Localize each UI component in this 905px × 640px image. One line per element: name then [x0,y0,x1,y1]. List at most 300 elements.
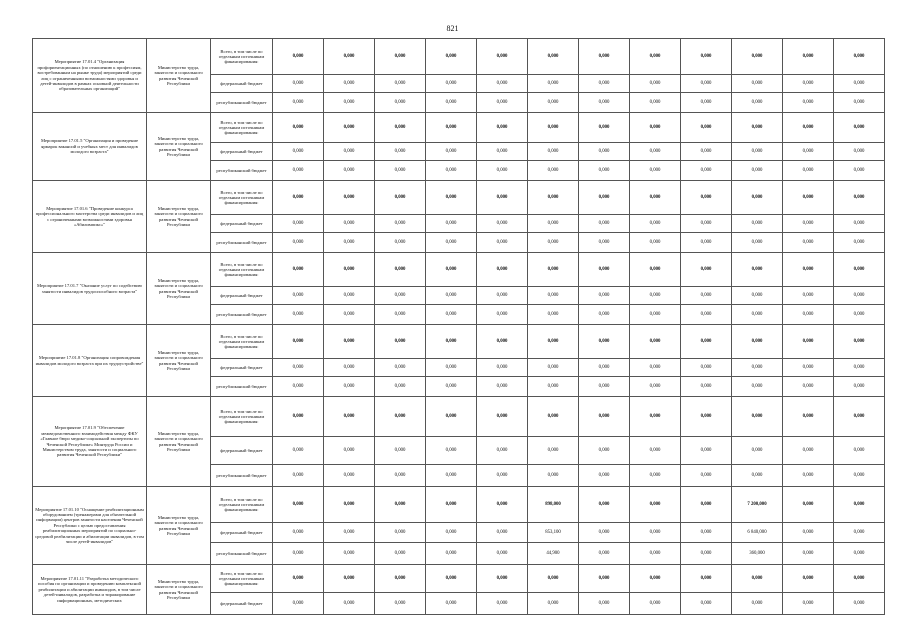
amount-cell: 0,000 [630,523,681,543]
amount-cell: 0,000 [579,397,630,437]
amount-cell: 0,000 [783,253,834,287]
page-number: 821 [446,24,459,33]
amount-cell: 0,000 [630,543,681,565]
amount-cell: 0,000 [732,181,783,215]
amount-cell: 0,000 [834,523,885,543]
amount-cell: 0,000 [324,465,375,487]
amount-cell: 0,000 [375,565,426,593]
amount-cell: 0,000 [681,113,732,143]
amount-cell: 0,000 [579,487,630,523]
funding-source: Всего, в том числе по отдельным источникам финансирования: [211,181,273,215]
amount-cell: 0,000 [783,593,834,615]
amount-cell: 0,000 [375,75,426,93]
amount-cell: 0,000 [528,437,579,465]
amount-cell: 0,000 [834,233,885,253]
amount-cell: 0,000 [630,181,681,215]
amount-cell: 0,000 [834,287,885,305]
amount-cell: 0,000 [426,161,477,181]
amount-cell: 0,000 [732,305,783,325]
amount-cell: 0,000 [375,437,426,465]
amount-cell: 0,000 [528,359,579,377]
amount-cell: 0,000 [579,39,630,75]
amount-cell: 0,000 [579,253,630,287]
amount-cell: 44,900 [528,543,579,565]
amount-cell: 0,000 [834,253,885,287]
amount-cell: 0,000 [630,75,681,93]
amount-cell: 0,000 [681,93,732,113]
amount-cell: 0,000 [681,397,732,437]
funding-source: федеральный бюджет [211,143,273,161]
responsible-organization: Министерство труда, занятости и социального развития Чеченской Республики [147,487,211,565]
amount-cell: 0,000 [579,325,630,359]
amount-cell: 0,000 [375,287,426,305]
amount-cell: 0,000 [273,253,324,287]
amount-cell: 0,000 [375,487,426,523]
amount-cell: 0,000 [273,325,324,359]
amount-cell: 0,000 [732,75,783,93]
amount-cell: 0,000 [375,593,426,615]
amount-cell: 0,000 [375,325,426,359]
amount-cell: 0,000 [681,325,732,359]
amount-cell: 0,000 [579,523,630,543]
amount-cell: 0,000 [681,593,732,615]
amount-cell: 0,000 [324,593,375,615]
amount-cell: 0,000 [681,543,732,565]
amount-cell: 0,000 [426,487,477,523]
amount-cell: 0,000 [834,325,885,359]
amount-cell: 0,000 [681,161,732,181]
amount-cell: 0,000 [732,397,783,437]
amount-cell: 0,000 [528,253,579,287]
funding-source: федеральный бюджет [211,75,273,93]
amount-cell: 0,000 [681,39,732,75]
amount-cell: 0,000 [273,565,324,593]
table-row-total [33,487,885,523]
amount-cell: 0,000 [528,565,579,593]
amount-cell: 0,000 [324,377,375,397]
responsible-organization: Министерство труда, занятости и социального развития Чеченской Республики [147,397,211,487]
amount-cell: 0,000 [375,161,426,181]
amount-cell: 0,000 [783,233,834,253]
amount-cell: 0,000 [783,161,834,181]
amount-cell: 0,000 [834,181,885,215]
amount-cell: 0,000 [426,39,477,75]
amount-cell: 0,000 [732,233,783,253]
amount-cell: 0,000 [528,93,579,113]
amount-cell: 0,000 [681,287,732,305]
amount-cell: 0,000 [579,377,630,397]
amount-cell: 0,000 [477,437,528,465]
amount-cell: 0,000 [375,397,426,437]
amount-cell: 0,000 [426,377,477,397]
funding-source: федеральный бюджет [211,287,273,305]
table-row-total [33,325,885,359]
amount-cell: 0,000 [477,253,528,287]
amount-cell: 0,000 [426,181,477,215]
amount-cell: 0,000 [375,39,426,75]
amount-cell: 0,000 [630,143,681,161]
amount-cell: 0,000 [375,543,426,565]
responsible-organization: Министерство труда, занятости и социального развития Чеченской Республики [147,565,211,615]
amount-cell: 0,000 [528,39,579,75]
amount-cell: 0,000 [273,359,324,377]
amount-cell: 0,000 [477,305,528,325]
funding-source: республиканский бюджет [211,377,273,397]
amount-cell: 0,000 [681,377,732,397]
amount-cell: 0,000 [630,39,681,75]
funding-source: федеральный бюджет [211,215,273,233]
amount-cell: 0,000 [324,325,375,359]
amount-cell: 360,000 [732,543,783,565]
table-row-total [33,253,885,287]
amount-cell: 0,000 [375,93,426,113]
amount-cell: 0,000 [426,325,477,359]
amount-cell: 0,000 [783,523,834,543]
amount-cell: 0,000 [630,161,681,181]
amount-cell: 0,000 [681,233,732,253]
amount-cell: 0,000 [783,181,834,215]
responsible-organization: Министерство труда, занятости и социального развития Чеченской Республики [147,325,211,397]
responsible-organization: Министерство труда, занятости и социального развития Чеченской Республики [147,253,211,325]
responsible-organization: Министерство труда, занятости и социального развития Чеченской Республики [147,113,211,181]
activity-name: Мероприятие 17.01.7 "Оказание услуг по содействию занятости инвалидов трудоспособного возраста" [33,253,147,325]
amount-cell: 0,000 [630,325,681,359]
responsible-organization: Министерство труда, занятости и социального развития Чеченской Республики [147,39,211,113]
amount-cell: 0,000 [579,113,630,143]
funding-source: Всего, в том числе по отдельным источникам финансирования: [211,325,273,359]
amount-cell: 0,000 [732,113,783,143]
table-row-total [33,113,885,143]
amount-cell: 0,000 [681,565,732,593]
amount-cell: 0,000 [477,397,528,437]
amount-cell: 0,000 [273,39,324,75]
amount-cell: 0,000 [681,359,732,377]
amount-cell: 0,000 [630,215,681,233]
amount-cell: 0,000 [630,287,681,305]
amount-cell: 0,000 [324,523,375,543]
funding-source: федеральный бюджет [211,523,273,543]
amount-cell: 0,000 [426,305,477,325]
amount-cell: 0,000 [681,215,732,233]
amount-cell: 0,000 [477,593,528,615]
amount-cell: 0,000 [273,305,324,325]
amount-cell: 0,000 [834,487,885,523]
amount-cell: 0,000 [324,487,375,523]
amount-cell: 0,000 [375,253,426,287]
amount-cell: 0,000 [528,593,579,615]
amount-cell: 0,000 [834,161,885,181]
amount-cell: 0,000 [681,487,732,523]
amount-cell: 0,000 [273,113,324,143]
amount-cell: 0,000 [630,93,681,113]
amount-cell: 0,000 [273,93,324,113]
amount-cell: 0,000 [477,325,528,359]
amount-cell: 0,000 [834,565,885,593]
amount-cell: 0,000 [630,487,681,523]
amount-cell: 0,000 [273,181,324,215]
amount-cell: 0,000 [477,287,528,305]
amount-cell: 0,000 [324,233,375,253]
amount-cell: 0,000 [783,325,834,359]
amount-cell: 0,000 [273,143,324,161]
amount-cell: 0,000 [273,487,324,523]
amount-cell: 0,000 [324,143,375,161]
amount-cell: 0,000 [579,287,630,305]
amount-cell: 0,000 [477,143,528,161]
amount-cell: 0,000 [732,359,783,377]
amount-cell: 0,000 [273,75,324,93]
amount-cell: 0,000 [783,113,834,143]
amount-cell: 0,000 [783,359,834,377]
amount-cell: 0,000 [273,215,324,233]
amount-cell: 0,000 [477,181,528,215]
funding-source: республиканский бюджет [211,543,273,565]
amount-cell: 0,000 [783,305,834,325]
amount-cell: 0,000 [732,253,783,287]
amount-cell: 0,000 [477,377,528,397]
activity-name: Мероприятие 17.01.11 "Разработка методического пособия по организации и проведению комплексной реабилитации и абилитации инвалидов, в том числе детей-инвалидов, разработка и тиражирование информационных, методических [33,565,147,615]
amount-cell: 0,000 [579,543,630,565]
amount-cell: 0,000 [528,465,579,487]
amount-cell: 0,000 [783,287,834,305]
amount-cell: 0,000 [426,287,477,305]
funding-source: федеральный бюджет [211,359,273,377]
amount-cell: 0,000 [324,565,375,593]
amount-cell: 0,000 [528,113,579,143]
amount-cell: 0,000 [528,325,579,359]
amount-cell: 0,000 [834,437,885,465]
amount-cell: 0,000 [834,39,885,75]
amount-cell: 0,000 [732,565,783,593]
amount-cell: 0,000 [783,143,834,161]
amount-cell: 0,000 [375,465,426,487]
amount-cell: 0,000 [681,253,732,287]
amount-cell: 0,000 [783,93,834,113]
activity-name: Мероприятие 17.01.8 "Организация сопровождения инвалидов молодого возраста при их трудоустройстве" [33,325,147,397]
amount-cell: 0,000 [579,181,630,215]
amount-cell: 0,000 [579,93,630,113]
amount-cell: 0,000 [732,593,783,615]
amount-cell: 0,000 [579,233,630,253]
funding-source: Всего, в том числе по отдельным источникам финансирования: [211,253,273,287]
funding-source: Всего, в том числе по отдельным источникам финансирования: [211,113,273,143]
amount-cell: 0,000 [681,181,732,215]
amount-cell: 0,000 [426,565,477,593]
amount-cell: 0,000 [834,359,885,377]
amount-cell: 0,000 [783,543,834,565]
funding-source: Всего, в том числе по отдельным источникам финансирования: [211,39,273,75]
amount-cell: 0,000 [732,143,783,161]
amount-cell: 0,000 [477,465,528,487]
amount-cell: 0,000 [477,39,528,75]
amount-cell: 0,000 [477,565,528,593]
amount-cell: 0,000 [426,593,477,615]
table-body [33,39,885,615]
amount-cell: 0,000 [579,215,630,233]
activity-name: Мероприятие 17.01.5 "Организация и проведение ярмарок вакансий и учебных мест для инвалидов молодого возраста" [33,113,147,181]
amount-cell: 0,000 [834,215,885,233]
amount-cell: 0,000 [273,161,324,181]
amount-cell: 0,000 [426,75,477,93]
amount-cell: 0,000 [477,75,528,93]
amount-cell: 0,000 [324,543,375,565]
amount-cell: 0,000 [783,437,834,465]
amount-cell: 0,000 [375,113,426,143]
amount-cell: 0,000 [630,593,681,615]
amount-cell: 0,000 [375,359,426,377]
amount-cell: 0,000 [273,437,324,465]
amount-cell: 0,000 [834,465,885,487]
amount-cell: 0,000 [579,75,630,93]
amount-cell: 0,000 [834,93,885,113]
amount-cell: 0,000 [783,397,834,437]
amount-cell: 0,000 [273,397,324,437]
amount-cell: 0,000 [783,39,834,75]
amount-cell: 0,000 [834,593,885,615]
amount-cell: 0,000 [579,465,630,487]
amount-cell: 0,000 [324,93,375,113]
amount-cell: 0,000 [273,543,324,565]
amount-cell: 6 840,000 [732,523,783,543]
funding-source: республиканский бюджет [211,305,273,325]
amount-cell: 0,000 [375,215,426,233]
funding-source: федеральный бюджет [211,437,273,465]
amount-cell: 0,000 [528,215,579,233]
amount-cell: 0,000 [732,215,783,233]
amount-cell: 0,000 [732,161,783,181]
amount-cell: 0,000 [681,465,732,487]
amount-cell: 0,000 [732,287,783,305]
amount-cell: 0,000 [477,113,528,143]
amount-cell: 0,000 [477,215,528,233]
amount-cell: 0,000 [579,143,630,161]
amount-cell: 0,000 [630,565,681,593]
amount-cell: 0,000 [426,543,477,565]
amount-cell: 0,000 [732,93,783,113]
amount-cell: 0,000 [681,437,732,465]
amount-cell: 0,000 [630,253,681,287]
amount-cell: 0,000 [375,143,426,161]
amount-cell: 0,000 [273,465,324,487]
amount-cell: 0,000 [783,377,834,397]
funding-source: федеральный бюджет [211,593,273,615]
amount-cell: 0,000 [528,181,579,215]
activity-name: Мероприятие 17.01.9 "Обеспечение межведомственного взаимодействия между ФКУ «Главное бюро медико-социальной экспертизы по Чеченской Республике» Минтруда России и Министерством труда, занятости и социального развития Чеченской Республики" [33,397,147,487]
amount-cell: 0,000 [732,39,783,75]
amount-cell: 0,000 [834,377,885,397]
amount-cell: 0,000 [324,75,375,93]
table-row-total [33,181,885,215]
activity-name: Мероприятие 17.01.10 "Оснащение реабилитационным оборудованием (тренажерами для обязательной информации) центров занятости населения Чеченской Республики с целью предоставления реабилитационных мероприятий по социально-средовой реабилитации и абилитации инвалидов, в том числе детей-инвалидов" [33,487,147,565]
amount-cell: 0,000 [324,359,375,377]
amount-cell: 0,000 [273,593,324,615]
amount-cell: 0,000 [324,397,375,437]
amount-cell: 0,000 [426,93,477,113]
amount-cell: 0,000 [324,287,375,305]
amount-cell: 0,000 [477,93,528,113]
amount-cell: 0,000 [324,161,375,181]
amount-cell: 0,000 [834,143,885,161]
amount-cell: 0,000 [681,143,732,161]
amount-cell: 0,000 [630,305,681,325]
amount-cell: 0,000 [579,593,630,615]
amount-cell: 7 200,000 [732,487,783,523]
funding-source: республиканский бюджет [211,161,273,181]
amount-cell: 0,000 [783,465,834,487]
activity-name: Мероприятие 17.01.6 "Проведение конкурса профессионального мастерства среди инвалидов и лиц с ограниченными возможностями здоровья «Абилимпикс»" [33,181,147,253]
table-row-total [33,565,885,593]
amount-cell: 0,000 [426,359,477,377]
amount-cell: 0,000 [630,465,681,487]
amount-cell: 0,000 [528,233,579,253]
amount-cell: 0,000 [630,377,681,397]
amount-cell: 0,000 [477,543,528,565]
amount-cell: 0,000 [477,359,528,377]
amount-cell: 0,000 [528,161,579,181]
funding-source: Всего, в том числе по отдельным источникам финансирования: [211,487,273,523]
amount-cell: 0,000 [783,487,834,523]
amount-cell: 0,000 [732,325,783,359]
amount-cell: 0,000 [528,305,579,325]
amount-cell: 0,000 [630,359,681,377]
amount-cell: 0,000 [273,287,324,305]
amount-cell: 853,100 [528,523,579,543]
amount-cell: 0,000 [324,181,375,215]
amount-cell: 0,000 [528,287,579,305]
amount-cell: 0,000 [324,215,375,233]
amount-cell: 0,000 [426,233,477,253]
amount-cell: 0,000 [426,397,477,437]
amount-cell: 0,000 [834,543,885,565]
amount-cell: 0,000 [579,305,630,325]
amount-cell: 0,000 [324,39,375,75]
amount-cell: 0,000 [783,215,834,233]
amount-cell: 0,000 [426,437,477,465]
amount-cell: 0,000 [375,377,426,397]
amount-cell: 0,000 [783,565,834,593]
amount-cell: 0,000 [324,113,375,143]
amount-cell: 0,000 [834,305,885,325]
amount-cell: 0,000 [375,305,426,325]
amount-cell: 0,000 [477,487,528,523]
amount-cell: 0,000 [732,377,783,397]
amount-cell: 0,000 [834,397,885,437]
amount-cell: 0,000 [783,75,834,93]
amount-cell: 0,000 [426,215,477,233]
activity-name: Мероприятие 17.01.4 "Организация профориентационных (по отношению к профессиям, востребованным на рынке труда) мероприятий среди лиц с ограниченными возможностями здоровья и детей-инвалидов в рамках основной деятельности образовательных организаций" [33,39,147,113]
amount-cell: 0,000 [630,397,681,437]
amount-cell: 0,000 [273,233,324,253]
amount-cell: 0,000 [681,523,732,543]
amount-cell: 0,000 [375,233,426,253]
amount-cell: 0,000 [528,397,579,437]
funding-source: республиканский бюджет [211,233,273,253]
amount-cell: 0,000 [528,377,579,397]
amount-cell: 0,000 [324,305,375,325]
amount-cell: 0,000 [579,359,630,377]
amount-cell: 0,000 [834,75,885,93]
funding-source: Всего, в том числе по отдельным источникам финансирования: [211,397,273,437]
amount-cell: 0,000 [324,253,375,287]
amount-cell: 0,000 [681,75,732,93]
amount-cell: 0,000 [375,523,426,543]
amount-cell: 0,000 [579,161,630,181]
table-row-total [33,39,885,75]
amount-cell: 0,000 [426,523,477,543]
amount-cell: 0,000 [273,377,324,397]
amount-cell: 0,000 [477,233,528,253]
amount-cell: 0,000 [477,161,528,181]
